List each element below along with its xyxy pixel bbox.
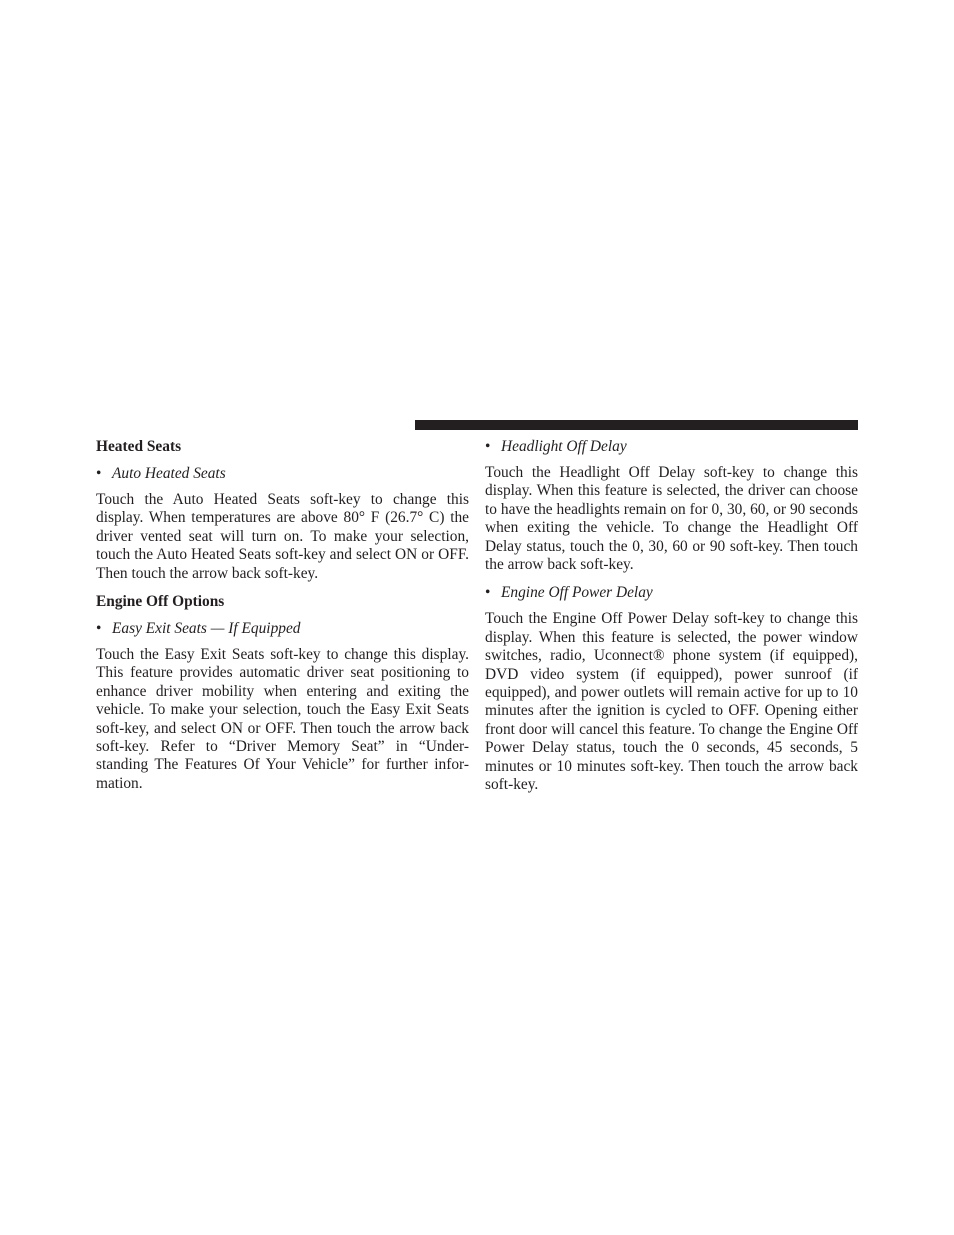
bullet-label: Engine Off Power Delay bbox=[501, 584, 653, 602]
bullet-engine-off-power-delay bbox=[485, 583, 858, 603]
bullet-label: Headlight Off Delay bbox=[501, 438, 627, 455]
paragraph-easy-exit-seats: Touch the Easy Exit Seats soft-key to change this display. This feature provides automatic driver seat positioning to enhance driver mobility when entering and exiting the vehicle. To make your selection, touch the Easy Exit Seats soft-key, and select ON or OFF. Then touch the arrow back soft-key. Refer to “Driver Memory Seat” in “Under-standing The Features Of Your Vehicle” for further infor-mation. bbox=[96, 646, 469, 792]
bullet-dot-icon: • bbox=[485, 438, 491, 455]
bullet-label: Easy Exit Seats — If Equipped bbox=[112, 620, 301, 638]
bullet-auto-heated-seats bbox=[96, 464, 469, 484]
bullet-headlight-off-delay bbox=[485, 437, 858, 457]
paragraph-auto-heated-seats: Touch the Auto Heated Seats soft-key to change this display. When temperatures are above 80° F (26.7° C) the driver vented seat will turn on. To make your selection, touch the Auto Heated Seats soft-key and select ON or OFF. Then touch the arrow back soft-key. bbox=[96, 491, 469, 582]
left-column bbox=[96, 437, 469, 802]
bullet-dot-icon: • bbox=[96, 620, 102, 638]
bullet-label: Auto Heated Seats bbox=[112, 465, 226, 482]
paragraph-engine-off-power-delay: Touch the Engine Off Power Delay soft-key to change this display. When this feature is selected, the power window switches, radio, Uconnect® phone system (if equipped), DVD video system (if equipped), power sunroof (if equipped), and power outlets will remain active for up to 10 minutes after the ignition is cycled to OFF. Opening either front door will cancel this feature. To change the Engine Off Power Delay status, touch the 0 seconds, 45 seconds, 5 minutes or 10 minutes soft-key. Then touch the arrow back soft-key. bbox=[485, 610, 858, 794]
section-header-bar bbox=[415, 420, 858, 430]
right-column bbox=[485, 437, 858, 804]
bullet-dot-icon: • bbox=[96, 465, 102, 482]
heading-heated-seats: Heated Seats bbox=[96, 438, 182, 455]
heading-engine-off-options: Engine Off Options bbox=[96, 593, 225, 611]
bullet-easy-exit-seats bbox=[96, 619, 469, 639]
bullet-dot-icon: • bbox=[485, 584, 491, 602]
paragraph-headlight-off-delay: Touch the Headlight Off Delay soft-key to change this display. When this feature is selected, the driver can choose to have the headlights remain on for 0, 30, 60, or 90 seconds when exiting the vehicle. To change the Headlight Off Delay status, touch the 0, 30, 60 or 90 soft-key. Then touch the arrow back soft-key. bbox=[485, 464, 858, 574]
